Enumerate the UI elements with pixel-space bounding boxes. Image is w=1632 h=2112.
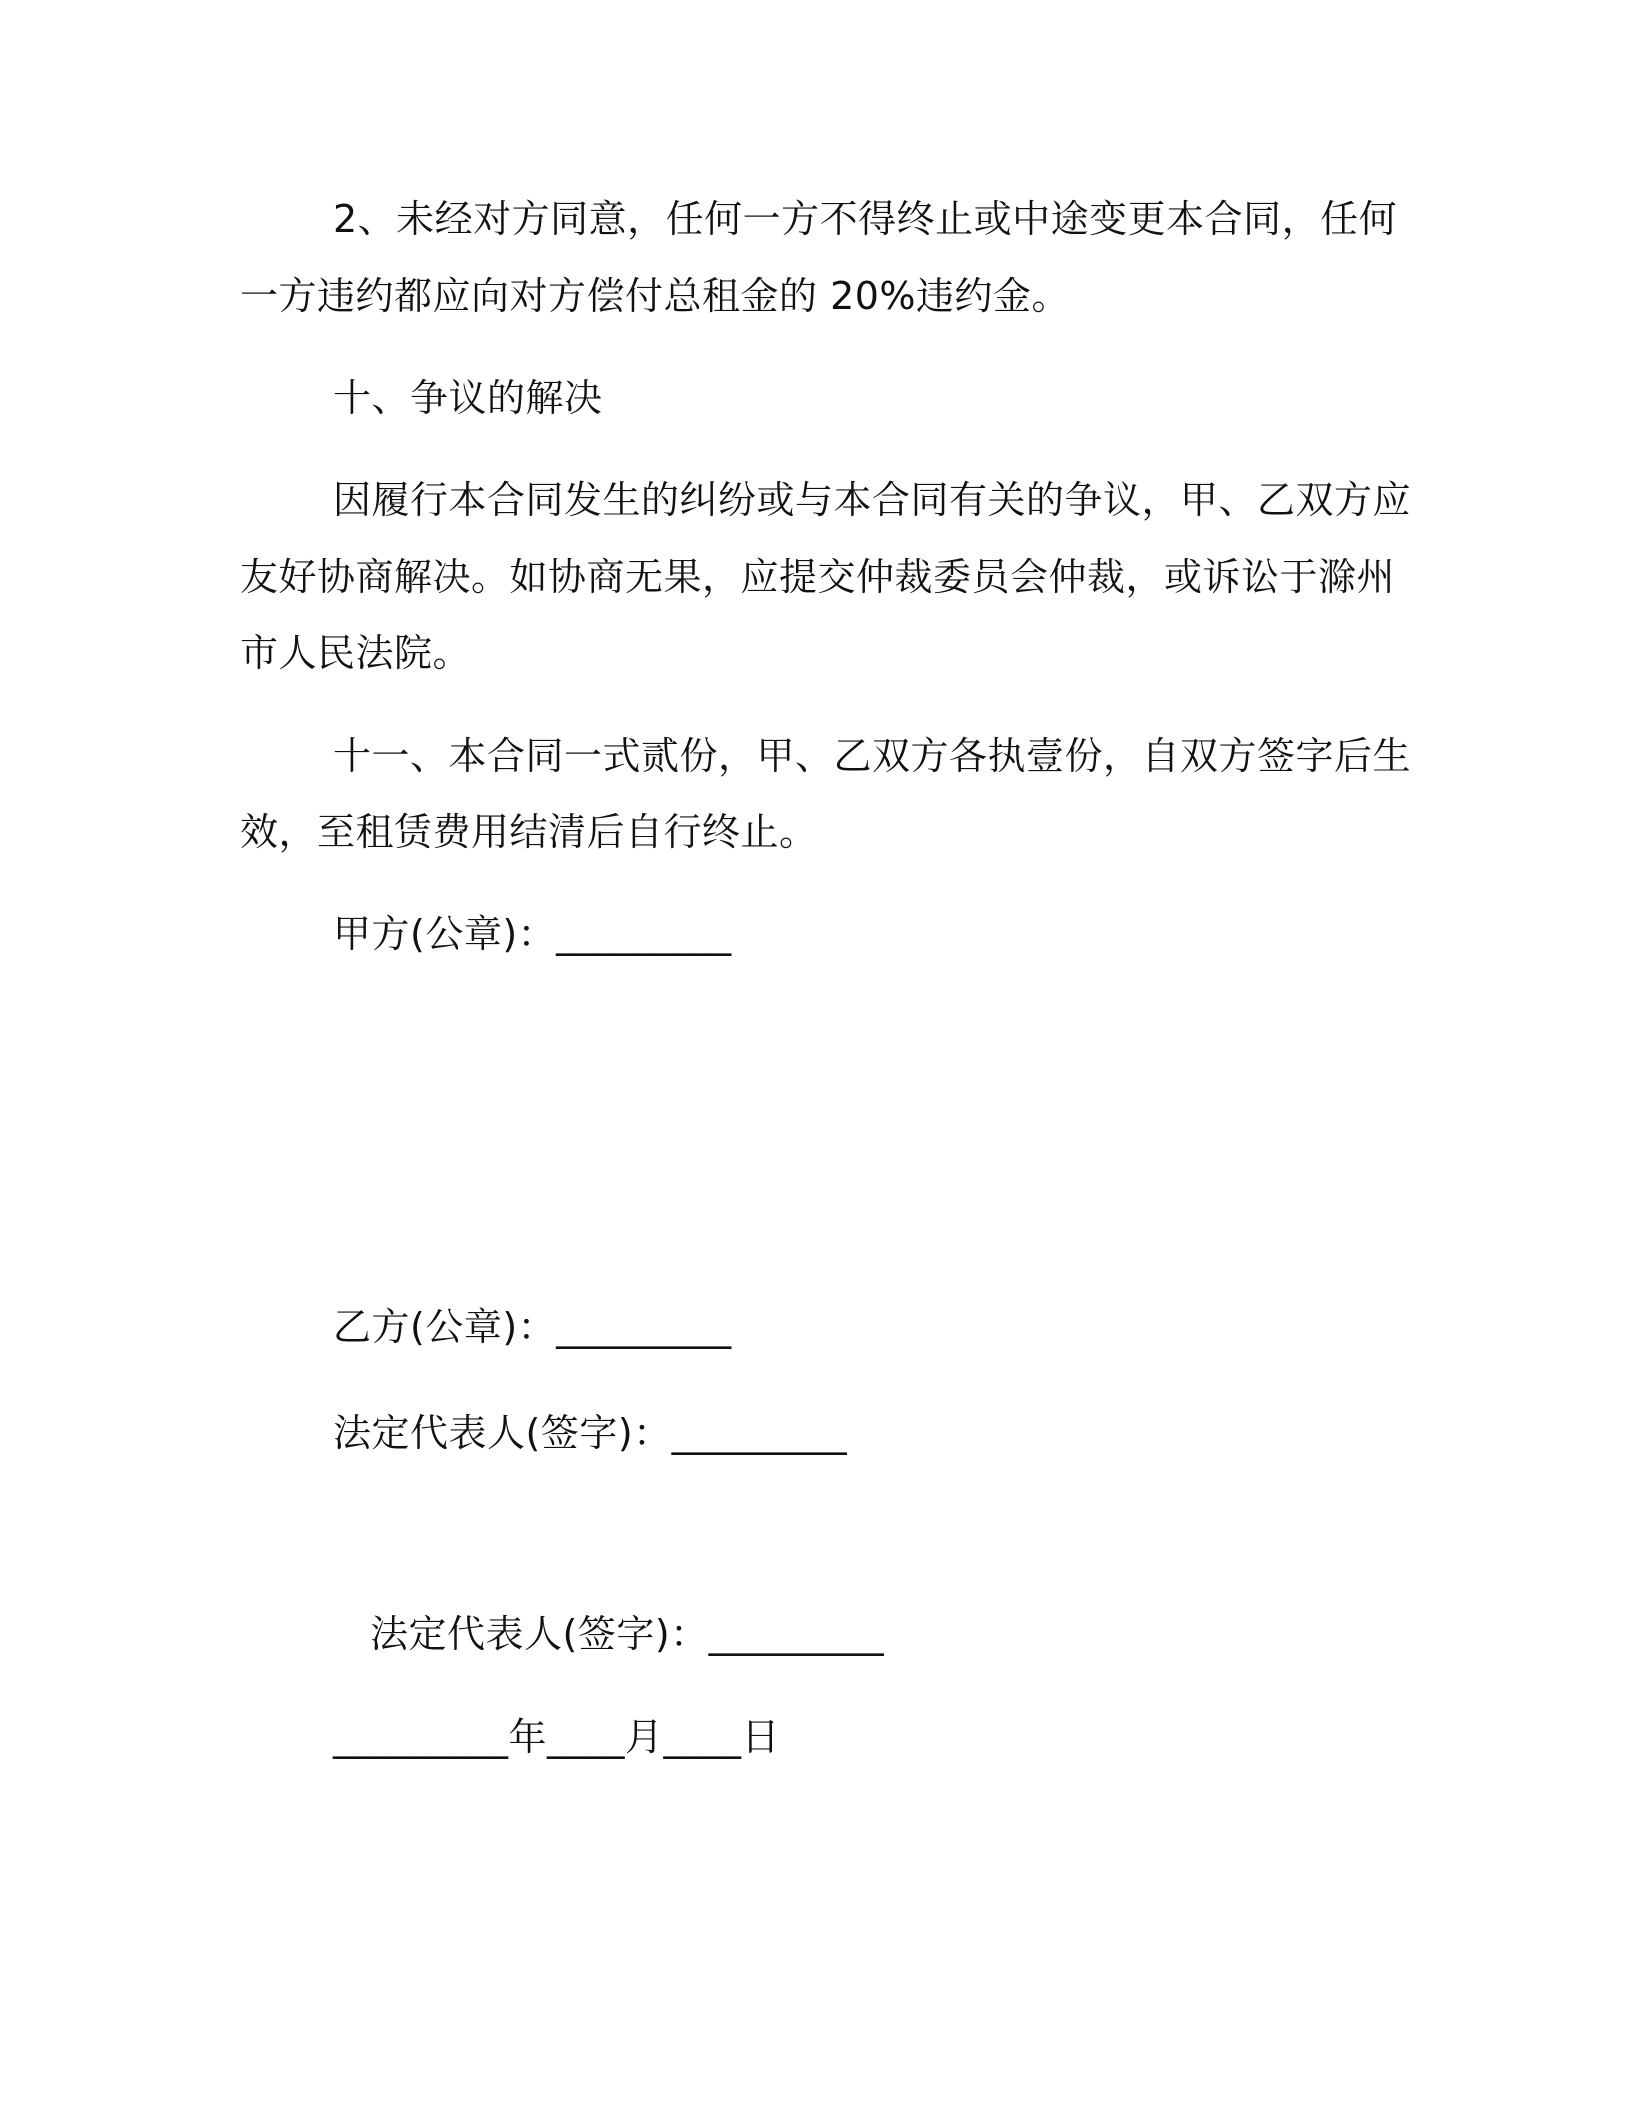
section-11-line-2: 效，至租赁费用结清后自行终止。	[240, 810, 818, 854]
party-b-seal-line: 乙方(公章)：_________	[333, 1305, 732, 1349]
date-line: _________年____月____日	[333, 1715, 781, 1759]
party-a-seal-line: 甲方(公章)：_________	[333, 912, 732, 956]
legal-representative-signature-1: 法定代表人(签字)：_________	[333, 1411, 848, 1455]
clause-9-item-2-line-1: 2、未经对方同意，任何一方不得终止或中途变更本合同，任何	[333, 197, 1398, 241]
clause-9-item-2-line-2: 一方违约都应向对方偿付总租金的 20%违约金。	[240, 274, 1071, 318]
legal-representative-signature-2: 法定代表人(签字)：_________	[370, 1612, 885, 1656]
section-10-line-1: 因履行本合同发生的纠纷或与本合同有关的争议，甲、乙双方应	[333, 478, 1412, 522]
section-11-line-1: 十一、本合同一式贰份，甲、乙双方各执壹份，自双方签字后生	[333, 734, 1412, 778]
section-10-line-3: 市人民法院。	[240, 631, 472, 675]
section-10-line-2: 友好协商解决。如协商无果，应提交仲裁委员会仲裁，或诉讼于滁州	[240, 555, 1396, 599]
section-10-heading: 十、争议的解决	[333, 376, 603, 420]
